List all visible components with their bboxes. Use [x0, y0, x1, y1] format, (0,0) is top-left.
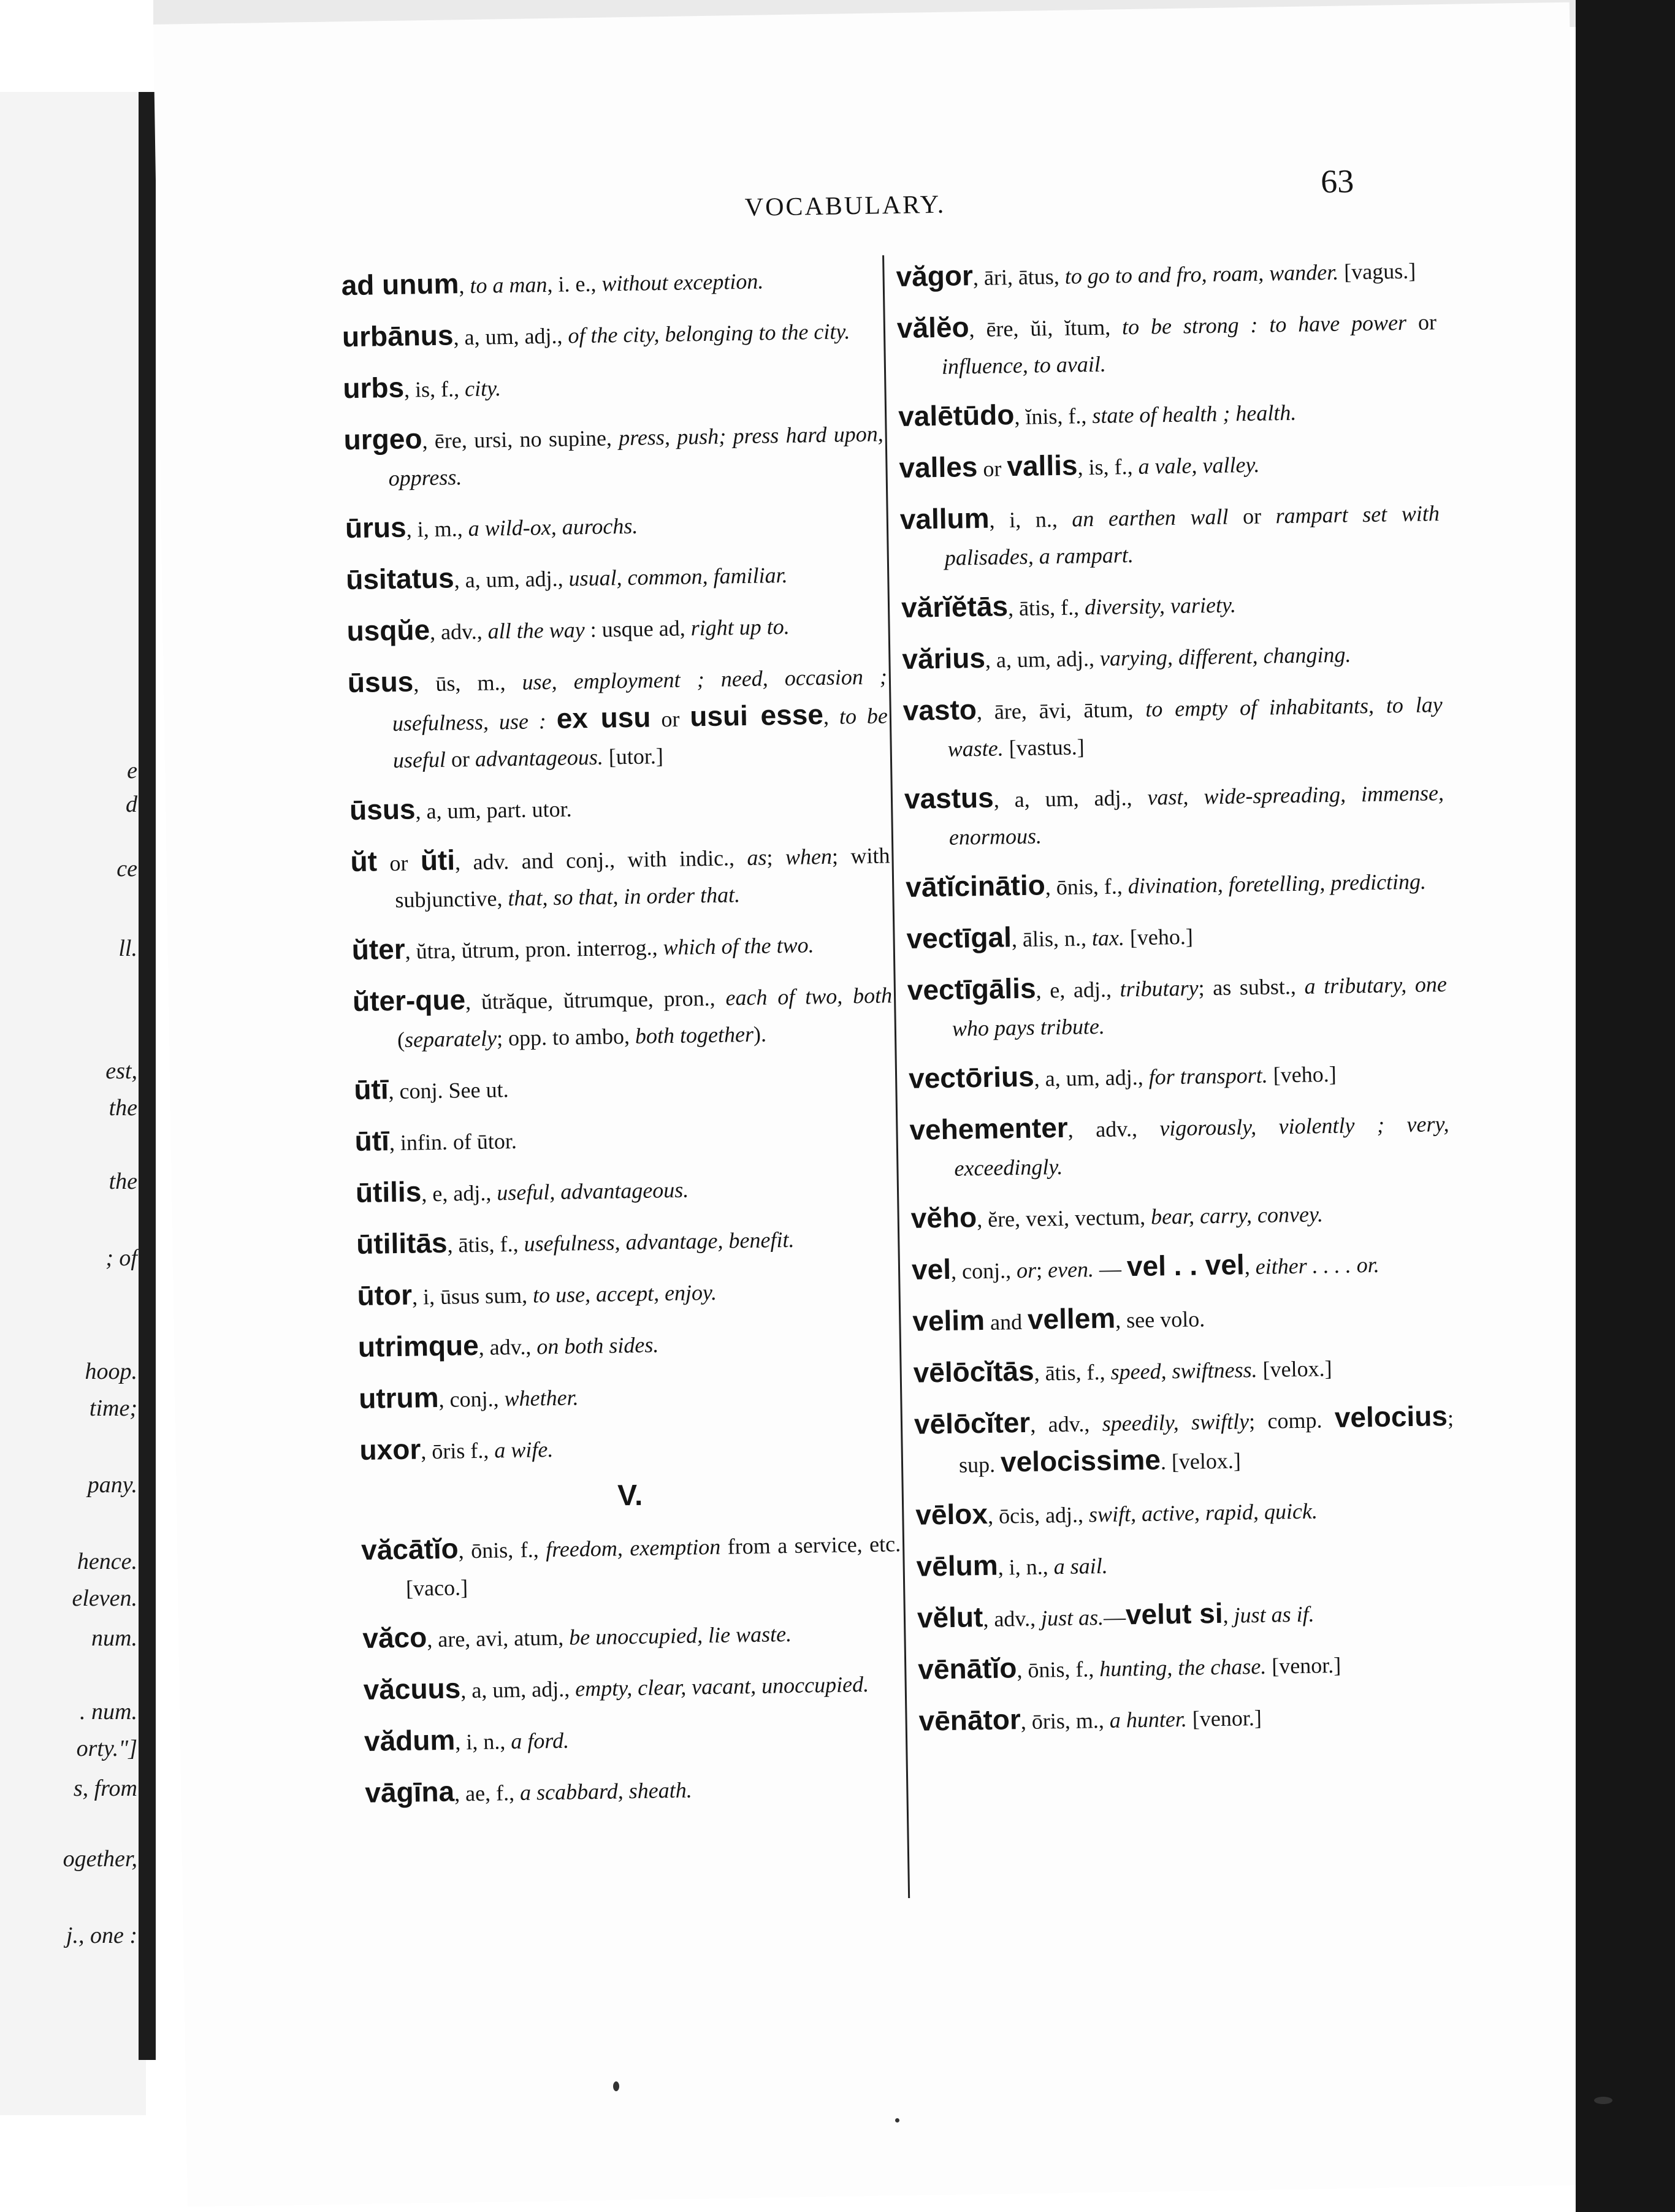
dictionary-entry: [913, 1346, 1453, 1394]
headword: vēnātĭo: [917, 1652, 1017, 1685]
dictionary-entry: [350, 834, 891, 919]
grammar-note: , ae, f.,: [454, 1780, 521, 1806]
left-page-text-fragment: hoop.: [85, 1359, 137, 1384]
definition-gloss: both together: [635, 1021, 754, 1048]
headword: ūtilitās: [356, 1226, 448, 1260]
headword: ŭter: [351, 932, 406, 966]
grammar-note: . [velox.]: [1160, 1448, 1242, 1474]
left-page-text-fragment: hence.: [77, 1549, 137, 1574]
grammar-note: [vastus.]: [1003, 734, 1085, 761]
grammar-note: , a, um, part. utor.: [415, 796, 572, 824]
grammar-note: , e, adj.,: [1036, 977, 1120, 1003]
grammar-note: (: [397, 1027, 405, 1052]
definition-gloss: use, employment ; need, occasion ; usefulness, use :: [392, 664, 888, 736]
headword: vehementer: [909, 1111, 1069, 1146]
grammar-note: : usque ad,: [584, 616, 691, 643]
grammar-note: , ōcis, adj.,: [987, 1502, 1089, 1528]
dictionary-entry: [902, 632, 1442, 680]
grammar-note: , a, um, adj.,: [454, 566, 569, 593]
grammar-note: , is, f.,: [1077, 454, 1139, 480]
grammar-note: or: [1406, 310, 1437, 335]
headword-phrase: velocius: [1334, 1400, 1448, 1434]
definition-gloss: to empty of inhabitants, to lay waste.: [947, 692, 1443, 761]
headword: valētūdo: [898, 399, 1015, 432]
headword: vasto: [902, 693, 977, 727]
grammar-note: , i, ūsus sum,: [411, 1283, 533, 1310]
dictionary-entry: [910, 1191, 1451, 1239]
dictionary-entry: [909, 1103, 1450, 1188]
dictionary-entry: [899, 492, 1440, 577]
definition-gloss: to a man: [470, 272, 548, 298]
definition-gloss: varying, different, changing.: [1099, 642, 1351, 671]
dictionary-entry: [343, 361, 883, 409]
print-speck: [895, 2118, 899, 2122]
dictionary-entry: [357, 1320, 898, 1368]
definition-gloss: vast, wide-spreading, immense, enormous.: [948, 780, 1444, 850]
grammar-note: ; with subjunctive,: [395, 843, 890, 912]
definition-gloss: advantageous.: [475, 744, 604, 771]
dictionary-entry: [349, 783, 890, 831]
book-gutter-shadow: [139, 92, 156, 2060]
definition-gloss: just as.: [1040, 1604, 1104, 1631]
headword: văcātĭo: [361, 1532, 459, 1566]
definition-gloss: hunting, the chase.: [1099, 1653, 1267, 1682]
grammar-note: ;: [1036, 1257, 1048, 1283]
definition-gloss: divination, foretelling, predicting.: [1127, 869, 1427, 899]
definition-gloss: a vale, valley.: [1138, 452, 1260, 479]
headword: valles: [899, 450, 978, 484]
dictionary-entry: [357, 1268, 897, 1316]
definition-gloss: freedom, exemption: [545, 1534, 721, 1562]
headword: ūtilis: [355, 1175, 422, 1209]
grammar-note: [venor.]: [1265, 1652, 1341, 1679]
headword: ūsus: [347, 665, 414, 699]
grammar-note: or: [977, 456, 1007, 481]
grammar-note: [veho.]: [1124, 924, 1194, 950]
grammar-note: , ĭnis, f.,: [1014, 403, 1093, 430]
grammar-note: , ātis, f.,: [1007, 595, 1085, 621]
grammar-note: , adv.,: [478, 1334, 537, 1360]
grammar-note: ,: [823, 704, 840, 729]
grammar-note: , is, f.,: [403, 376, 465, 402]
headword: vectīgālis: [907, 972, 1036, 1006]
grammar-note: , ālis, n.,: [1011, 926, 1093, 952]
headword: vĕho: [910, 1201, 977, 1234]
headword: ŭter-que: [352, 983, 466, 1018]
dictionary-entry: [363, 1663, 903, 1710]
dictionary-entry: [362, 1611, 902, 1659]
definition-gloss: tax.: [1091, 925, 1125, 951]
grammar-note: ; comp.: [1248, 1408, 1335, 1434]
headword: ūsitatus: [345, 562, 455, 596]
headword: ūtī: [354, 1124, 390, 1157]
left-page-text-fragment: eleven.: [72, 1585, 137, 1611]
definition-gloss: or: [1016, 1257, 1037, 1283]
headword: vărĭĕtās: [901, 590, 1009, 624]
headword-phrase: vallis: [1006, 449, 1078, 482]
left-page-text-fragment: d: [126, 791, 137, 817]
dictionary-entry: [346, 604, 887, 652]
headword: ūtī: [353, 1073, 389, 1106]
dictionary-entry: [356, 1217, 896, 1265]
grammar-note: , a, um, adj.,: [460, 1676, 576, 1703]
dictionary-entry: [346, 552, 886, 600]
headword: utrimque: [357, 1329, 479, 1363]
print-speck: [1594, 2097, 1612, 2104]
definition-gloss: a wife.: [494, 1437, 554, 1463]
grammar-note: , adv. and conj., with indic.,: [454, 845, 747, 875]
headword: vărius: [901, 641, 986, 675]
grammar-note: , infin. of ūtor.: [389, 1128, 517, 1156]
definition-gloss: right up to.: [690, 614, 790, 641]
definition-gloss: a sail.: [1053, 1553, 1108, 1579]
grammar-note: [venor.]: [1186, 1705, 1262, 1731]
previous-page-fragment: [0, 92, 146, 2115]
dictionary-entry: [899, 441, 1439, 489]
headword-phrase: ŭti: [420, 844, 456, 877]
grammar-note: , ēre, ŭi, ĭtum,: [969, 315, 1123, 342]
dictionary-entry: [898, 389, 1438, 437]
grammar-note: , ōris f.,: [420, 1438, 495, 1464]
grammar-note: [utor.]: [603, 744, 664, 769]
headword: usqŭe: [346, 614, 430, 647]
dictionary-entry: [916, 1539, 1456, 1587]
definition-gloss: usefulness, advantage, benefit.: [524, 1227, 795, 1256]
grammar-note: —: [1103, 1604, 1126, 1630]
dictionary-entry: [906, 912, 1446, 959]
grammar-note: , ōnis, f.,: [1017, 1657, 1100, 1683]
headword: urbs: [342, 371, 405, 405]
grammar-note: , ĕre, vexi, vectum,: [976, 1204, 1151, 1232]
grammar-note: , a, um, adj.,: [993, 785, 1148, 812]
headword: uxor: [359, 1433, 421, 1466]
headword: ūsus: [349, 793, 416, 826]
section-letter: V.: [617, 1479, 643, 1512]
grammar-note: ; opp. to ambo,: [496, 1023, 636, 1051]
definition-gloss: to be strong : to have power: [1121, 310, 1407, 340]
dictionary-entry: [901, 581, 1441, 628]
definition-gloss: which of the two.: [663, 932, 814, 960]
definition-gloss: speedily, swiftly: [1102, 1409, 1250, 1436]
definition-gloss: to be useful: [392, 703, 888, 773]
headword: vădum: [364, 1723, 456, 1757]
dictionary-entry: [917, 1591, 1457, 1639]
definition-gloss: that, so that, in order that.: [508, 882, 741, 911]
definition-gloss: either . . . . or.: [1255, 1252, 1380, 1280]
grammar-note: , adv.,: [429, 619, 489, 645]
headword: vēnātor: [918, 1703, 1021, 1737]
definition-gloss: of the city, belonging to the city.: [568, 319, 850, 348]
dictionary-entry: [353, 974, 893, 1059]
grammar-note: , adv.,: [1067, 1116, 1160, 1142]
grammar-note: , a, um, adj.,: [453, 323, 568, 350]
definition-gloss: a ford.: [511, 1728, 570, 1754]
dictionary-entry: [364, 1714, 904, 1762]
dictionary-entry: [914, 1397, 1455, 1484]
headword: vēlum: [916, 1549, 998, 1582]
definition-gloss: to use, accept, enjoy.: [532, 1280, 717, 1308]
definition-gloss: on both sides.: [536, 1332, 659, 1359]
grammar-note: , e, adj.,: [421, 1180, 497, 1207]
grammar-note: , are, avi, atum,: [426, 1625, 570, 1652]
dictionary-entry: [355, 1165, 895, 1213]
left-page-text-fragment: ll.: [118, 936, 137, 961]
grammar-note: , ātis, f.,: [447, 1231, 524, 1257]
headword: urbānus: [341, 319, 454, 353]
right-column: [896, 250, 1459, 1754]
headword: vectīgal: [906, 921, 1012, 955]
left-page-text-fragment: j., one :: [66, 1923, 137, 1948]
definition-gloss: tributary: [1120, 975, 1199, 1002]
definition-gloss: as: [747, 845, 767, 870]
definition-gloss: bear, carry, convey.: [1150, 1202, 1324, 1229]
definition-gloss: each of two, both: [725, 983, 893, 1010]
dictionary-entry: [343, 413, 884, 497]
grammar-note: [veho.]: [1267, 1061, 1337, 1088]
headword: văcuus: [363, 1672, 461, 1706]
grammar-note: —: [1093, 1256, 1127, 1282]
grammar-note: or: [1228, 503, 1276, 529]
dictionary-entry: [361, 1523, 902, 1608]
dictionary-entry: [351, 923, 891, 971]
dictionary-entry: [896, 301, 1437, 386]
headword: urgeo: [343, 422, 422, 456]
headword-phrase: vellem: [1027, 1302, 1116, 1335]
grammar-note: , ōnis, f.,: [1045, 874, 1129, 900]
left-page-text-fragment: e: [127, 758, 137, 784]
dictionary-entry: [904, 772, 1445, 856]
dictionary-entry: [341, 258, 881, 306]
grammar-note: , ēre, ursi, no supine,: [422, 425, 619, 454]
dictionary-entry: [906, 860, 1446, 908]
grammar-note: and: [984, 1309, 1028, 1335]
grammar-note: , ātis, f.,: [1034, 1359, 1111, 1386]
definition-gloss: vigorously, violently ; very, exceedingly.: [954, 1112, 1449, 1181]
headword: ŭt: [350, 845, 378, 878]
dictionary-entry: [912, 1243, 1452, 1291]
left-page-text-fragment: num.: [91, 1625, 137, 1651]
grammar-note: , i, n.,: [998, 1554, 1054, 1580]
dictionary-entry: [359, 1371, 899, 1419]
print-speck: [613, 2081, 619, 2091]
dictionary-entry: [918, 1694, 1459, 1742]
grammar-note: , conj.,: [950, 1258, 1017, 1284]
definition-gloss: whether.: [504, 1385, 579, 1411]
left-page-text-fragment: ; of: [105, 1245, 137, 1271]
left-page-text-fragment: time;: [89, 1395, 137, 1421]
grammar-note: or: [651, 706, 690, 732]
grammar-note: , ŭtrăque, ŭtrumque, pron.,: [465, 985, 726, 1015]
grammar-note: ;: [766, 844, 786, 870]
headword-phrase: vel . . vel: [1126, 1248, 1245, 1283]
left-column: [341, 258, 905, 1826]
left-page-text-fragment: est,: [105, 1058, 137, 1084]
definition-gloss: a scabbard, sheath.: [519, 1777, 692, 1805]
right-page-edge-shadow: [1576, 0, 1675, 2212]
dictionary-entry: [907, 963, 1448, 1048]
definition-gloss: an earthen wall: [1072, 504, 1229, 532]
definition-gloss: state of health ; health.: [1092, 400, 1297, 429]
definition-gloss: a wild-ox, aurochs.: [468, 513, 638, 541]
dictionary-entry: [909, 1051, 1449, 1099]
grammar-note: , i, m.,: [406, 516, 468, 542]
headword: vastus: [904, 781, 994, 815]
definition-gloss: diversity, variety.: [1084, 592, 1237, 620]
definition-gloss: without exception.: [601, 269, 764, 296]
dictionary-entry: [365, 1766, 905, 1813]
dictionary-entry: [345, 501, 885, 549]
book-page: [153, 2, 1604, 2207]
definition-gloss: just as if.: [1234, 1601, 1314, 1628]
headword: vectōrius: [908, 1060, 1035, 1094]
definition-gloss: swift, active, rapid, quick.: [1088, 1498, 1318, 1527]
headword: văgor: [896, 259, 974, 293]
headword: vātĭcinātio: [905, 869, 1046, 903]
definition-gloss: city.: [464, 376, 502, 402]
definition-gloss: influence, to avail.: [941, 351, 1107, 379]
headword: ūtor: [357, 1278, 413, 1312]
definition-gloss: separately: [404, 1026, 497, 1052]
dictionary-entry: [359, 1423, 899, 1471]
headword-phrase: velut si: [1125, 1596, 1223, 1631]
left-page-text-fragment: the: [109, 1169, 137, 1194]
grammar-note: , see volo.: [1115, 1306, 1205, 1333]
headword: vēlōcĭter: [914, 1406, 1031, 1440]
definition-gloss: even.: [1047, 1257, 1094, 1283]
left-page-text-fragment: ogether,: [63, 1846, 137, 1872]
left-page-text-fragment: s, from: [73, 1775, 137, 1801]
grammar-note: , āre, āvi, ātum,: [976, 696, 1146, 725]
headword-phrase: usui esse: [689, 698, 824, 733]
headword: văco: [362, 1621, 427, 1654]
grammar-note: , conj.,: [438, 1386, 505, 1412]
headword: vallum: [899, 502, 990, 535]
grammar-note: ).: [753, 1021, 767, 1047]
definition-gloss: a tributary, one who pays tribute.: [952, 972, 1448, 1041]
dictionary-entry: [915, 1488, 1456, 1536]
definition-gloss: rampart set with palisades, a rampart.: [944, 501, 1440, 570]
grammar-note: , a, um, adj.,: [985, 646, 1101, 673]
grammar-note: , conj. See ut.: [388, 1077, 509, 1104]
definition-gloss: when: [785, 844, 833, 869]
grammar-note: , ūs, m.,: [413, 669, 522, 696]
definition-gloss: for transport.: [1148, 1062, 1269, 1089]
grammar-note: , ōris, m.,: [1020, 1707, 1110, 1734]
grammar-note: or: [445, 746, 476, 772]
dictionary-entry: [342, 310, 882, 357]
grammar-note: from a service, etc. [vaco.]: [405, 1531, 901, 1601]
grammar-note: , a, um, adj.,: [1034, 1064, 1149, 1091]
grammar-note: , ŭtra, ŭtrum, pron. interrog.,: [405, 935, 663, 964]
headword: vēlōcĭtās: [913, 1354, 1034, 1389]
grammar-note: , adv.,: [1029, 1411, 1103, 1437]
left-page-text-fragment: . num.: [80, 1699, 137, 1725]
headword: ad unum: [341, 267, 459, 302]
definition-gloss: empty, clear, vacant, unoccupied.: [574, 1672, 869, 1701]
dictionary-entry: [912, 1294, 1452, 1342]
grammar-note: [vagus.]: [1338, 258, 1416, 284]
definition-gloss: speed, swiftness.: [1110, 1357, 1257, 1384]
headword: vălĕo: [896, 311, 969, 345]
headword: ūrus: [345, 511, 407, 544]
headword-phrase: ex usu: [556, 701, 651, 734]
grammar-note: , āri, ātus,: [972, 264, 1066, 291]
definition-gloss: press, push; press hard upon, oppress.: [388, 421, 883, 491]
headword: vāgīna: [364, 1775, 455, 1809]
grammar-note: , adv.,: [983, 1606, 1042, 1632]
definition-gloss: usual, common, familiar.: [568, 562, 788, 591]
headword-phrase: velocissime: [1000, 1443, 1161, 1478]
grammar-note: ,: [459, 273, 470, 299]
left-page-text-fragment: the: [109, 1095, 137, 1121]
headword: vĕlut: [917, 1601, 983, 1634]
grammar-note: ; sup.: [958, 1405, 1454, 1478]
headword: vel: [911, 1253, 952, 1286]
grammar-note: or: [376, 850, 421, 876]
dictionary-entry: [896, 250, 1436, 297]
left-page-text-fragment: pany.: [87, 1472, 137, 1498]
dictionary-entry: [354, 1062, 894, 1110]
grammar-note: ,: [1223, 1603, 1234, 1628]
grammar-note: ; as subst.,: [1198, 974, 1305, 1001]
grammar-note: , i, n.,: [989, 506, 1072, 533]
headword: vēlox: [915, 1497, 988, 1531]
dictionary-entry: [902, 684, 1443, 768]
grammar-note: , i. e.,: [547, 271, 602, 297]
running-head: VOCABULARY.: [744, 190, 946, 222]
headword: utrum: [358, 1381, 439, 1415]
grammar-note: , ōnis, f.,: [458, 1537, 546, 1563]
dictionary-entry: [354, 1114, 895, 1162]
grammar-note: ,: [1244, 1254, 1256, 1280]
dictionary-entry: [918, 1642, 1458, 1690]
left-page-text-fragment: ce: [116, 856, 137, 882]
left-page-text-fragment: orty."]: [76, 1736, 137, 1761]
definition-gloss: be unoccupied, lie waste.: [568, 1621, 792, 1650]
definition-gloss: to go to and fro, roam, wander.: [1064, 259, 1339, 289]
dictionary-entry: [347, 655, 888, 779]
definition-gloss: useful, advantageous.: [496, 1177, 689, 1205]
headword: velim: [912, 1303, 985, 1337]
definition-gloss: all the way: [487, 617, 585, 644]
page-number: 63: [1320, 162, 1354, 200]
grammar-note: [velox.]: [1257, 1356, 1332, 1382]
definition-gloss: a hunter.: [1109, 1706, 1188, 1733]
grammar-note: , i, n.,: [455, 1729, 511, 1755]
